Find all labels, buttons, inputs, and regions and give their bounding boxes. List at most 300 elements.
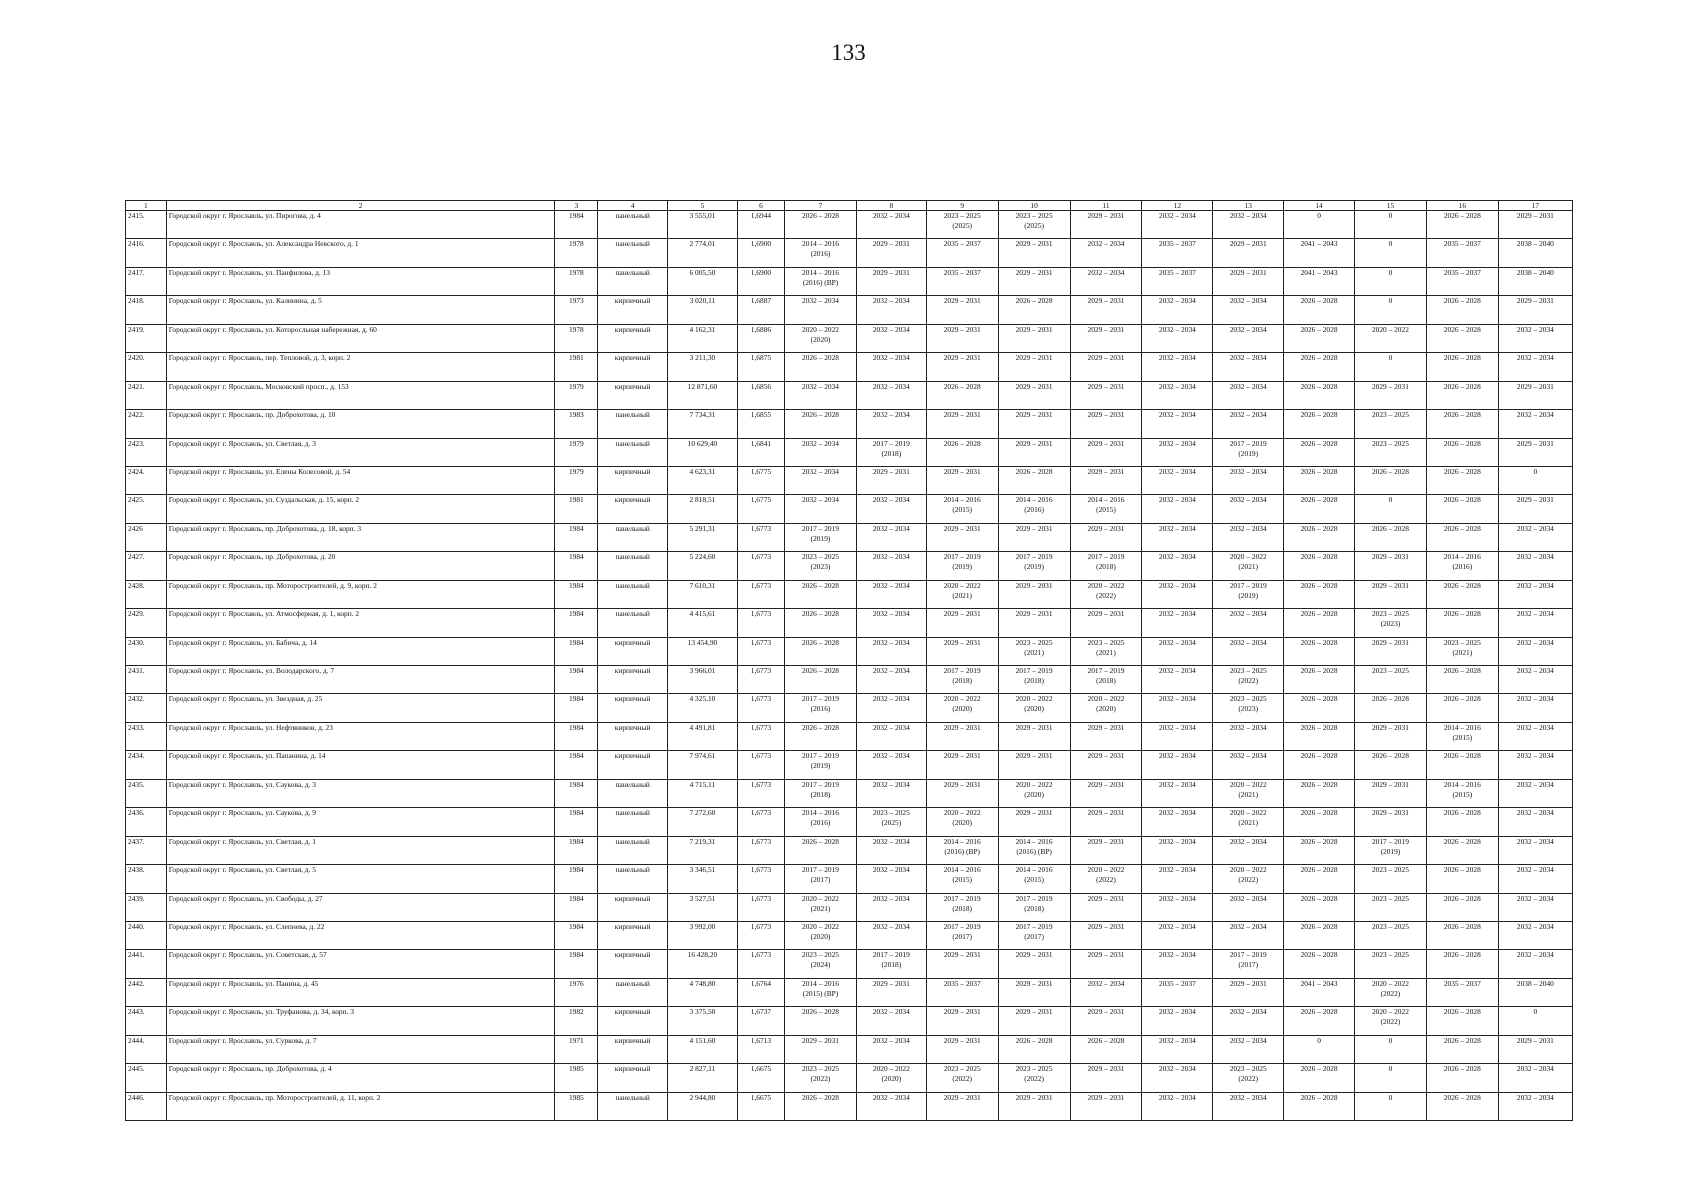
table-cell-col-4: кирпичный — [598, 893, 668, 921]
table-cell-col-3: 1984 — [555, 751, 598, 779]
table-cell-col-12: 2032 – 2034 — [1142, 580, 1213, 608]
table-cell-col-2: Городской округ г. Ярославль, ул. Елены Колесовой, д. 54 — [166, 466, 555, 494]
table-cell-col-2: Городской округ г. Ярославль, ул. Суздальская, д. 15, корп. 2 — [166, 495, 555, 523]
column-header-2: 2 — [166, 201, 555, 211]
table-cell-col-8: 2032 – 2034 — [856, 211, 926, 239]
table-cell-col-5: 3 211,30 — [668, 353, 738, 381]
table-cell-col-9: 2029 – 2031 — [926, 609, 998, 637]
table-cell-col-12: 2032 – 2034 — [1142, 438, 1213, 466]
table-cell-col-7: 2032 – 2034 — [785, 495, 857, 523]
table-cell-col-5: 3 346,51 — [668, 865, 738, 893]
table-cell-col-12: 2032 – 2034 — [1142, 666, 1213, 694]
table-cell-col-8: 2020 – 2022 (2020) — [856, 1064, 926, 1092]
table-row — [126, 1064, 1573, 1092]
table-cell-col-10: 2029 – 2031 — [998, 1092, 1070, 1120]
table-cell-col-5: 5 291,31 — [668, 523, 738, 551]
table-cell-col-17: 2032 – 2034 — [1498, 609, 1572, 637]
table-cell-col-7: 2026 – 2028 — [785, 211, 857, 239]
table-cell-col-14: 2026 – 2028 — [1284, 381, 1355, 409]
table-row — [126, 1092, 1573, 1120]
table-cell-col-11: 2029 – 2031 — [1070, 609, 1142, 637]
page-number: 133 — [831, 40, 866, 65]
table-cell-col-9: 2017 – 2019 (2019) — [926, 552, 998, 580]
table-cell-col-13: 2017 – 2019 (2019) — [1213, 438, 1284, 466]
table-cell-col-14: 2026 – 2028 — [1284, 865, 1355, 893]
table-cell-col-7: 2014 – 2016 (2016) — [785, 808, 857, 836]
table-cell-col-16: 2026 – 2028 — [1426, 466, 1498, 494]
table-cell-col-17: 2032 – 2034 — [1498, 779, 1572, 807]
table-cell-col-6: 1,6773 — [737, 666, 784, 694]
table-cell-col-17: 2032 – 2034 — [1498, 410, 1572, 438]
table-cell-col-4: панельный — [598, 1092, 668, 1120]
table-cell-col-4: панельный — [598, 978, 668, 1006]
table-cell-col-5: 5 224,60 — [668, 552, 738, 580]
table-cell-col-16: 2026 – 2028 — [1426, 1092, 1498, 1120]
table-cell-col-13: 2017 – 2019 (2017) — [1213, 950, 1284, 978]
table-cell-col-6: 1,6713 — [737, 1035, 784, 1063]
table-cell-col-15: 0 — [1354, 1035, 1426, 1063]
table-cell-col-16: 2026 – 2028 — [1426, 211, 1498, 239]
table-cell-col-10: 2029 – 2031 — [998, 410, 1070, 438]
table-cell-col-6: 1,6887 — [737, 296, 784, 324]
table-cell-col-17: 2038 – 2040 — [1498, 239, 1572, 267]
table-cell-col-3: 1982 — [555, 1007, 598, 1035]
table-cell-col-7: 2026 – 2028 — [785, 1007, 857, 1035]
table-cell-col-12: 2032 – 2034 — [1142, 609, 1213, 637]
table-cell-col-5: 16 428,20 — [668, 950, 738, 978]
table-cell-col-15: 2029 – 2031 — [1354, 552, 1426, 580]
table-cell-col-5: 2 944,80 — [668, 1092, 738, 1120]
table-cell-col-4: панельный — [598, 523, 668, 551]
table-cell-col-4: кирпичный — [598, 666, 668, 694]
table-cell-col-8: 2017 – 2019 (2018) — [856, 438, 926, 466]
table-cell-col-1: 2444. — [126, 1035, 167, 1063]
table-cell-col-4: кирпичный — [598, 1035, 668, 1063]
table-cell-col-5: 10 629,40 — [668, 438, 738, 466]
table-cell-col-5: 4 491,81 — [668, 722, 738, 750]
table-cell-col-11: 2029 – 2031 — [1070, 353, 1142, 381]
table-cell-col-17: 2032 – 2034 — [1498, 1064, 1572, 1092]
table-cell-col-3: 1978 — [555, 239, 598, 267]
table-cell-col-4: кирпичный — [598, 324, 668, 352]
table-cell-col-17: 2032 – 2034 — [1498, 751, 1572, 779]
table-cell-col-11: 2026 – 2028 — [1070, 1035, 1142, 1063]
table-cell-col-3: 1984 — [555, 211, 598, 239]
table-cell-col-9: 2020 – 2022 (2020) — [926, 694, 998, 722]
table-cell-col-7: 2026 – 2028 — [785, 1092, 857, 1120]
table-cell-col-16: 2026 – 2028 — [1426, 523, 1498, 551]
table-cell-col-9: 2035 – 2037 — [926, 978, 998, 1006]
table-row — [126, 267, 1573, 295]
table-cell-col-4: кирпичный — [598, 495, 668, 523]
table-cell-col-8: 2032 – 2034 — [856, 609, 926, 637]
table-cell-col-15: 2023 – 2025 — [1354, 666, 1426, 694]
table-row — [126, 353, 1573, 381]
table-cell-col-1: 2418. — [126, 296, 167, 324]
table-cell-col-12: 2032 – 2034 — [1142, 1092, 1213, 1120]
table-cell-col-8: 2032 – 2034 — [856, 410, 926, 438]
table-cell-col-17: 2029 – 2031 — [1498, 1035, 1572, 1063]
table-cell-col-15: 0 — [1354, 1064, 1426, 1092]
table-cell-col-16: 2026 – 2028 — [1426, 836, 1498, 864]
column-header-11: 11 — [1070, 201, 1142, 211]
table-cell-col-14: 2026 – 2028 — [1284, 609, 1355, 637]
table-cell-col-1: 2439. — [126, 893, 167, 921]
table-cell-col-9: 2029 – 2031 — [926, 751, 998, 779]
table-cell-col-1: 2416. — [126, 239, 167, 267]
table-cell-col-9: 2026 – 2028 — [926, 381, 998, 409]
table-cell-col-15: 2017 – 2019 (2019) — [1354, 836, 1426, 864]
table-cell-col-2: Городской округ г. Ярославль, ул. Атмосферная, д. 1, корп. 2 — [166, 609, 555, 637]
table-row — [126, 722, 1573, 750]
table-cell-col-5: 3 966,01 — [668, 666, 738, 694]
table-cell-col-3: 1984 — [555, 808, 598, 836]
table-cell-col-2: Городской округ г. Ярославль, ул. Звездная, д. 25 — [166, 694, 555, 722]
column-header-4: 4 — [598, 201, 668, 211]
column-header-17: 17 — [1498, 201, 1572, 211]
table-cell-col-15: 2023 – 2025 — [1354, 921, 1426, 949]
table-cell-col-8: 2029 – 2031 — [856, 239, 926, 267]
table-cell-col-2: Городской округ г. Ярославль, пр. Доброхотова, д. 4 — [166, 1064, 555, 1092]
table-cell-col-11: 2029 – 2031 — [1070, 324, 1142, 352]
table-cell-col-14: 2026 – 2028 — [1284, 779, 1355, 807]
table-row — [126, 893, 1573, 921]
table-cell-col-10: 2029 – 2031 — [998, 751, 1070, 779]
table-cell-col-3: 1984 — [555, 552, 598, 580]
table-cell-col-14: 2026 – 2028 — [1284, 1007, 1355, 1035]
table-cell-col-4: кирпичный — [598, 1007, 668, 1035]
table-cell-col-8: 2032 – 2034 — [856, 1007, 926, 1035]
table-cell-col-8: 2032 – 2034 — [856, 296, 926, 324]
table-cell-col-6: 1,6773 — [737, 893, 784, 921]
table-cell-col-7: 2017 – 2019 (2017) — [785, 865, 857, 893]
table-cell-col-5: 4 325,10 — [668, 694, 738, 722]
table-cell-col-3: 1984 — [555, 580, 598, 608]
table-cell-col-9: 2029 – 2031 — [926, 466, 998, 494]
table-cell-col-17: 2038 – 2040 — [1498, 267, 1572, 295]
table-cell-col-15: 2029 – 2031 — [1354, 808, 1426, 836]
table-row — [126, 694, 1573, 722]
table-cell-col-15: 2026 – 2028 — [1354, 466, 1426, 494]
table-cell-col-13: 2029 – 2031 — [1213, 978, 1284, 1006]
table-cell-col-11: 2029 – 2031 — [1070, 523, 1142, 551]
table-cell-col-14: 2026 – 2028 — [1284, 1092, 1355, 1120]
table-cell-col-3: 1984 — [555, 722, 598, 750]
table-cell-col-14: 0 — [1284, 1035, 1355, 1063]
table-cell-col-10: 2029 – 2031 — [998, 580, 1070, 608]
table-cell-col-6: 1,6773 — [737, 552, 784, 580]
table-cell-col-11: 2029 – 2031 — [1070, 836, 1142, 864]
table-cell-col-7: 2026 – 2028 — [785, 836, 857, 864]
table-cell-col-4: панельный — [598, 865, 668, 893]
table-cell-col-13: 2032 – 2034 — [1213, 1035, 1284, 1063]
table-cell-col-1: 2437. — [126, 836, 167, 864]
table-cell-col-5: 7 219,31 — [668, 836, 738, 864]
table-cell-col-9: 2014 – 2016 (2016) (ВР) — [926, 836, 998, 864]
table-cell-col-1: 2421. — [126, 381, 167, 409]
table-cell-col-1: 2430. — [126, 637, 167, 665]
table-cell-col-17: 0 — [1498, 466, 1572, 494]
table-cell-col-10: 2014 – 2016 (2016) (ВР) — [998, 836, 1070, 864]
table-row — [126, 666, 1573, 694]
table-cell-col-6: 1,6773 — [737, 779, 784, 807]
column-header-10: 10 — [998, 201, 1070, 211]
table-cell-col-2: Городской округ г. Ярославль, ул. Слепнева, д. 22 — [166, 921, 555, 949]
table-cell-col-8: 2032 – 2034 — [856, 722, 926, 750]
table-cell-col-11: 2032 – 2034 — [1070, 239, 1142, 267]
table-cell-col-8: 2032 – 2034 — [856, 324, 926, 352]
table-row — [126, 637, 1573, 665]
table-cell-col-13: 2029 – 2031 — [1213, 239, 1284, 267]
table-cell-col-16: 2026 – 2028 — [1426, 1007, 1498, 1035]
table-cell-col-11: 2017 – 2019 (2018) — [1070, 552, 1142, 580]
table-cell-col-7: 2017 – 2019 (2018) — [785, 779, 857, 807]
table-cell-col-13: 2020 – 2022 (2022) — [1213, 865, 1284, 893]
table-cell-col-11: 2029 – 2031 — [1070, 779, 1142, 807]
table-cell-col-16: 2026 – 2028 — [1426, 609, 1498, 637]
table-cell-col-6: 1,6773 — [737, 921, 784, 949]
table-cell-col-3: 1985 — [555, 1064, 598, 1092]
table-cell-col-4: кирпичный — [598, 381, 668, 409]
table-cell-col-8: 2032 – 2034 — [856, 779, 926, 807]
table-cell-col-1: 2436. — [126, 808, 167, 836]
table-cell-col-9: 2029 – 2031 — [926, 950, 998, 978]
table-cell-col-16: 2026 – 2028 — [1426, 410, 1498, 438]
table-cell-col-16: 2035 – 2037 — [1426, 239, 1498, 267]
table-cell-col-6: 1,6856 — [737, 381, 784, 409]
table-cell-col-10: 2023 – 2025 (2022) — [998, 1064, 1070, 1092]
table-cell-col-10: 2017 – 2019 (2018) — [998, 666, 1070, 694]
table-cell-col-5: 3 375,50 — [668, 1007, 738, 1035]
table-cell-col-3: 1985 — [555, 1092, 598, 1120]
table-cell-col-17: 2032 – 2034 — [1498, 580, 1572, 608]
table-cell-col-7: 2026 – 2028 — [785, 722, 857, 750]
table-row — [126, 1007, 1573, 1035]
table-cell-col-9: 2017 – 2019 (2017) — [926, 921, 998, 949]
table-cell-col-8: 2017 – 2019 (2018) — [856, 950, 926, 978]
table-cell-col-2: Городской округ г. Ярославль, пр. Моторостроителей, д. 11, корп. 2 — [166, 1092, 555, 1120]
table-cell-col-15: 2023 – 2025 — [1354, 950, 1426, 978]
table-cell-col-5: 3 992,00 — [668, 921, 738, 949]
table-cell-col-5: 12 871,60 — [668, 381, 738, 409]
table-cell-col-1: 2423. — [126, 438, 167, 466]
table-cell-col-2: Городской округ г. Ярославль, ул. Советская, д. 57 — [166, 950, 555, 978]
table-cell-col-1: 2425. — [126, 495, 167, 523]
table-cell-col-16: 2026 – 2028 — [1426, 666, 1498, 694]
table-cell-col-4: кирпичный — [598, 722, 668, 750]
table-cell-col-13: 2032 – 2034 — [1213, 466, 1284, 494]
table-cell-col-15: 2029 – 2031 — [1354, 637, 1426, 665]
table-cell-col-13: 2023 – 2025 (2023) — [1213, 694, 1284, 722]
table-cell-col-1: 2426 — [126, 523, 167, 551]
table-cell-col-17: 2032 – 2034 — [1498, 950, 1572, 978]
table-cell-col-15: 2029 – 2031 — [1354, 381, 1426, 409]
table-cell-col-14: 2026 – 2028 — [1284, 722, 1355, 750]
table-cell-col-15: 2026 – 2028 — [1354, 523, 1426, 551]
table-cell-col-8: 2032 – 2034 — [856, 1035, 926, 1063]
table-cell-col-17: 2032 – 2034 — [1498, 552, 1572, 580]
table-cell-col-4: панельный — [598, 211, 668, 239]
table-cell-col-7: 2014 – 2016 (2016) — [785, 239, 857, 267]
table-cell-col-1: 2440. — [126, 921, 167, 949]
table-cell-col-15: 0 — [1354, 1092, 1426, 1120]
table-cell-col-10: 2026 – 2028 — [998, 296, 1070, 324]
table-cell-col-12: 2032 – 2034 — [1142, 410, 1213, 438]
table-cell-col-1: 2434. — [126, 751, 167, 779]
table-cell-col-2: Городской округ г. Ярославль, ул. Светлая, д. 1 — [166, 836, 555, 864]
table-cell-col-11: 2020 – 2022 (2020) — [1070, 694, 1142, 722]
table-cell-col-14: 2041 – 2043 — [1284, 267, 1355, 295]
table-cell-col-13: 2032 – 2034 — [1213, 637, 1284, 665]
table-cell-col-9: 2014 – 2016 (2015) — [926, 495, 998, 523]
table-row — [126, 239, 1573, 267]
table-cell-col-2: Городской округ г. Ярославль, ул. Пирогова, д. 4 — [166, 211, 555, 239]
table-cell-col-9: 2023 – 2025 (2025) — [926, 211, 998, 239]
table-cell-col-17: 2032 – 2034 — [1498, 324, 1572, 352]
table-cell-col-16: 2014 – 2016 (2015) — [1426, 779, 1498, 807]
table-cell-col-7: 2026 – 2028 — [785, 637, 857, 665]
table-row — [126, 950, 1573, 978]
table-cell-col-9: 2029 – 2031 — [926, 1092, 998, 1120]
table-cell-col-14: 2026 – 2028 — [1284, 523, 1355, 551]
table-cell-col-9: 2014 – 2016 (2015) — [926, 865, 998, 893]
table-cell-col-8: 2032 – 2034 — [856, 523, 926, 551]
table-cell-col-3: 1984 — [555, 609, 598, 637]
table-cell-col-7: 2014 – 2016 (2016) (ВР) — [785, 267, 857, 295]
table-row — [126, 523, 1573, 551]
table-cell-col-2: Городской округ г. Ярославль, Московский просп., д. 153 — [166, 381, 555, 409]
table-cell-col-7: 2032 – 2034 — [785, 296, 857, 324]
column-header-6: 6 — [737, 201, 784, 211]
table-cell-col-10: 2029 – 2031 — [998, 950, 1070, 978]
table-cell-col-10: 2020 – 2022 (2020) — [998, 694, 1070, 722]
table-cell-col-14: 2026 – 2028 — [1284, 438, 1355, 466]
table-cell-col-1: 2438. — [126, 865, 167, 893]
table-cell-col-16: 2026 – 2028 — [1426, 381, 1498, 409]
table-cell-col-15: 2026 – 2028 — [1354, 694, 1426, 722]
table-cell-col-14: 2026 – 2028 — [1284, 296, 1355, 324]
table-cell-col-2: Городской округ г. Ярославль, ул. Папанина, д. 14 — [166, 751, 555, 779]
table-cell-col-14: 2041 – 2043 — [1284, 978, 1355, 1006]
table-cell-col-7: 2026 – 2028 — [785, 353, 857, 381]
table-cell-col-16: 2035 – 2037 — [1426, 978, 1498, 1006]
table-cell-col-13: 2020 – 2022 (2021) — [1213, 808, 1284, 836]
table-cell-col-8: 2032 – 2034 — [856, 353, 926, 381]
table-cell-col-17: 2029 – 2031 — [1498, 438, 1572, 466]
table-cell-col-9: 2029 – 2031 — [926, 296, 998, 324]
table-cell-col-17: 2029 – 2031 — [1498, 296, 1572, 324]
table-cell-col-11: 2029 – 2031 — [1070, 921, 1142, 949]
table-cell-col-10: 2029 – 2031 — [998, 381, 1070, 409]
table-cell-col-13: 2032 – 2034 — [1213, 296, 1284, 324]
table-cell-col-15: 0 — [1354, 239, 1426, 267]
table-cell-col-16: 2026 – 2028 — [1426, 495, 1498, 523]
table-cell-col-10: 2029 – 2031 — [998, 1007, 1070, 1035]
table-row — [126, 865, 1573, 893]
table-cell-col-10: 2026 – 2028 — [998, 1035, 1070, 1063]
table-cell-col-2: Городской округ г. Ярославль, ул. Светлая, д. 5 — [166, 865, 555, 893]
table-cell-col-12: 2032 – 2034 — [1142, 694, 1213, 722]
table-cell-col-15: 0 — [1354, 211, 1426, 239]
table-cell-col-8: 2032 – 2034 — [856, 1092, 926, 1120]
table-cell-col-10: 2017 – 2019 (2017) — [998, 921, 1070, 949]
table-cell-col-17: 2032 – 2034 — [1498, 637, 1572, 665]
table-cell-col-11: 2014 – 2016 (2015) — [1070, 495, 1142, 523]
table-cell-col-3: 1984 — [555, 694, 598, 722]
table-cell-col-13: 2032 – 2034 — [1213, 893, 1284, 921]
table-cell-col-12: 2035 – 2037 — [1142, 978, 1213, 1006]
table-cell-col-10: 2029 – 2031 — [998, 438, 1070, 466]
table-cell-col-6: 1,6900 — [737, 267, 784, 295]
table-cell-col-12: 2032 – 2034 — [1142, 1007, 1213, 1035]
header-row — [126, 201, 1573, 211]
table-cell-col-6: 1,6841 — [737, 438, 784, 466]
table-cell-col-16: 2026 – 2028 — [1426, 950, 1498, 978]
table-cell-col-1: 2422. — [126, 410, 167, 438]
table-cell-col-9: 2029 – 2031 — [926, 637, 998, 665]
table-cell-col-5: 4 748,80 — [668, 978, 738, 1006]
table-cell-col-1: 2446. — [126, 1092, 167, 1120]
table-cell-col-15: 2026 – 2028 — [1354, 751, 1426, 779]
table-cell-col-4: кирпичный — [598, 466, 668, 494]
table-cell-col-13: 2032 – 2034 — [1213, 1092, 1284, 1120]
table-row — [126, 609, 1573, 637]
housing-table-container — [125, 200, 1573, 1121]
table-cell-col-13: 2032 – 2034 — [1213, 211, 1284, 239]
table-cell-col-15: 0 — [1354, 495, 1426, 523]
table-cell-col-11: 2017 – 2019 (2018) — [1070, 666, 1142, 694]
table-cell-col-13: 2032 – 2034 — [1213, 722, 1284, 750]
table-cell-col-9: 2029 – 2031 — [926, 1035, 998, 1063]
table-cell-col-14: 2026 – 2028 — [1284, 324, 1355, 352]
table-cell-col-7: 2026 – 2028 — [785, 410, 857, 438]
table-cell-col-14: 2026 – 2028 — [1284, 950, 1355, 978]
table-cell-col-5: 4 415,61 — [668, 609, 738, 637]
table-cell-col-4: панельный — [598, 580, 668, 608]
table-cell-col-8: 2032 – 2034 — [856, 893, 926, 921]
table-cell-col-1: 2429. — [126, 609, 167, 637]
table-cell-col-4: панельный — [598, 808, 668, 836]
table-cell-col-6: 1,6773 — [737, 808, 784, 836]
table-cell-col-16: 2026 – 2028 — [1426, 865, 1498, 893]
table-cell-col-9: 2035 – 2037 — [926, 239, 998, 267]
table-cell-col-10: 2014 – 2016 (2016) — [998, 495, 1070, 523]
table-cell-col-10: 2023 – 2025 (2021) — [998, 637, 1070, 665]
table-cell-col-11: 2029 – 2031 — [1070, 808, 1142, 836]
table-cell-col-12: 2032 – 2034 — [1142, 495, 1213, 523]
table-cell-col-9: 2029 – 2031 — [926, 779, 998, 807]
table-cell-col-7: 2026 – 2028 — [785, 666, 857, 694]
table-cell-col-8: 2032 – 2034 — [856, 495, 926, 523]
table-cell-col-14: 2026 – 2028 — [1284, 410, 1355, 438]
table-cell-col-16: 2026 – 2028 — [1426, 580, 1498, 608]
table-cell-col-12: 2032 – 2034 — [1142, 211, 1213, 239]
table-cell-col-1: 2419. — [126, 324, 167, 352]
table-cell-col-13: 2020 – 2022 (2021) — [1213, 552, 1284, 580]
table-cell-col-9: 2020 – 2022 (2020) — [926, 808, 998, 836]
table-cell-col-16: 2014 – 2016 (2015) — [1426, 722, 1498, 750]
table-cell-col-15: 2029 – 2031 — [1354, 580, 1426, 608]
table-cell-col-5: 7 734,31 — [668, 410, 738, 438]
column-header-8: 8 — [856, 201, 926, 211]
table-cell-col-4: кирпичный — [598, 353, 668, 381]
table-cell-col-3: 1978 — [555, 324, 598, 352]
table-cell-col-15: 2029 – 2031 — [1354, 722, 1426, 750]
table-cell-col-2: Городской округ г. Ярославль, ул. Суркова, д. 7 — [166, 1035, 555, 1063]
table-cell-col-4: кирпичный — [598, 637, 668, 665]
table-cell-col-11: 2029 – 2031 — [1070, 211, 1142, 239]
table-cell-col-2: Городской округ г. Ярославль, пр. Доброхотова, д. 18, корп. 3 — [166, 523, 555, 551]
